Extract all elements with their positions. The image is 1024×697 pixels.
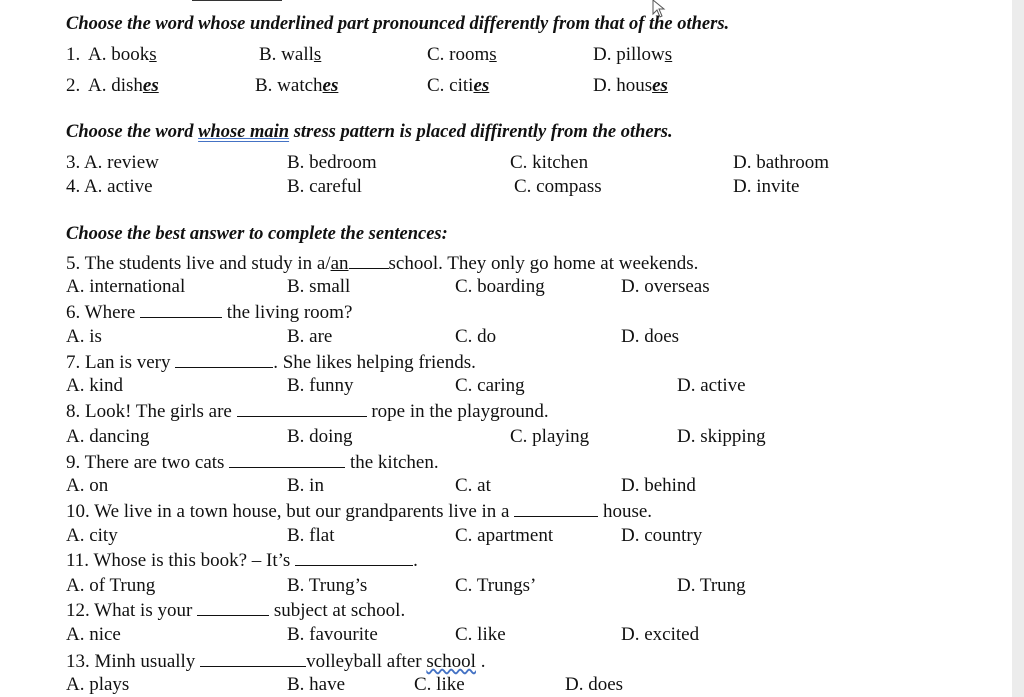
q8-option-b: B. doing: [287, 426, 353, 447]
q9-option-d: D. behind: [621, 475, 696, 496]
section1-heading: Choose the word whose underlined part pronounced differently from that of the others.: [66, 14, 730, 34]
q7-stem: 7. Lan is very . She likes helping friends.: [66, 352, 476, 373]
q12-option-c: C. like: [455, 624, 506, 645]
top-rule-divider: [192, 0, 282, 1]
q9-option-b: B. in: [287, 475, 324, 496]
q5-option-a: A. international: [66, 276, 186, 297]
q12-option-b: B. favourite: [287, 624, 378, 645]
q8-option-d: D. skipping: [677, 426, 766, 447]
q10-option-c: C. apartment: [455, 525, 554, 546]
q11-option-a: A. of Trung: [66, 575, 156, 596]
q1-option-d: D. pillows: [593, 44, 673, 65]
q6-option-c: C. do: [455, 326, 497, 347]
q7-option-a: A. kind: [66, 375, 123, 396]
q6-option-a: A. is: [66, 326, 102, 347]
q12-option-d: D. excited: [621, 624, 700, 645]
q13-option-b: B. have: [287, 674, 346, 695]
q11-option-b: B. Trung’s: [287, 575, 368, 596]
q3-option-a: 3. A. review: [66, 152, 159, 173]
q5-stem: 5. The students live and study in a/an school. They only go home at weekends.: [66, 253, 699, 274]
q10-stem: 10. We live in a town house, but our grandparents live in a house.: [66, 501, 653, 522]
q10-option-b: B. flat: [287, 525, 335, 546]
q3-option-b: B. bedroom: [287, 152, 377, 173]
section2-heading: Choose the word whose main stress pattern is placed diffirently from the others.: [66, 122, 673, 142]
q13-option-d: D. does: [565, 674, 624, 695]
q5-option-b: B. small: [287, 276, 351, 297]
q8-option-a: A. dancing: [66, 426, 150, 447]
q11-option-c: C. Trungs’: [455, 575, 537, 596]
q2-option-a: A. dishes: [88, 75, 159, 96]
q9-option-a: A. on: [66, 475, 109, 496]
q3-option-c: C. kitchen: [510, 152, 589, 173]
q7-option-d: D. active: [677, 375, 746, 396]
q2-option-b: B. watches: [255, 75, 339, 96]
q8-stem: 8. Look! The girls are rope in the playground.: [66, 401, 549, 422]
q1-number: 1.: [66, 44, 81, 65]
q13-option-a: A. plays: [66, 674, 130, 695]
q11-stem: 11. Whose is this book? – It’s .: [66, 550, 418, 571]
q6-option-d: D. does: [621, 326, 680, 347]
q13-stem: 13. Minh usually volleyball after school .: [66, 651, 486, 672]
q1-option-a: A. books: [88, 44, 157, 65]
q4-option-d: D. invite: [733, 176, 800, 197]
q6-option-b: B. are: [287, 326, 333, 347]
q1-option-c: C. rooms: [427, 44, 497, 65]
q2-number: 2.: [66, 75, 81, 96]
q4-option-b: B. careful: [287, 176, 362, 197]
q13-option-c: C. like: [414, 674, 465, 695]
q2-option-c: C. cities: [427, 75, 490, 96]
q12-option-a: A. nice: [66, 624, 121, 645]
q4-option-c: C. compass: [514, 176, 602, 197]
q4-option-a: 4. A. active: [66, 176, 153, 197]
q10-option-d: D. country: [621, 525, 703, 546]
q5-option-d: D. overseas: [621, 276, 710, 297]
q5-option-c: C. boarding: [455, 276, 545, 297]
window-right-edge: [1012, 0, 1024, 697]
q11-option-d: D. Trung: [677, 575, 746, 596]
q9-option-c: C. at: [455, 475, 491, 496]
q1-option-b: B. walls: [259, 44, 322, 65]
section3-heading: Choose the best answer to complete the sentences:: [66, 224, 448, 244]
q6-stem: 6. Where the living room?: [66, 302, 353, 323]
q8-option-c: C. playing: [510, 426, 590, 447]
q7-option-b: B. funny: [287, 375, 354, 396]
q12-stem: 12. What is your subject at school.: [66, 600, 406, 621]
q2-option-d: D. houses: [593, 75, 668, 96]
q3-option-d: D. bathroom: [733, 152, 830, 173]
q10-option-a: A. city: [66, 525, 118, 546]
q9-stem: 9. There are two cats the kitchen.: [66, 452, 439, 473]
q7-option-c: C. caring: [455, 375, 525, 396]
